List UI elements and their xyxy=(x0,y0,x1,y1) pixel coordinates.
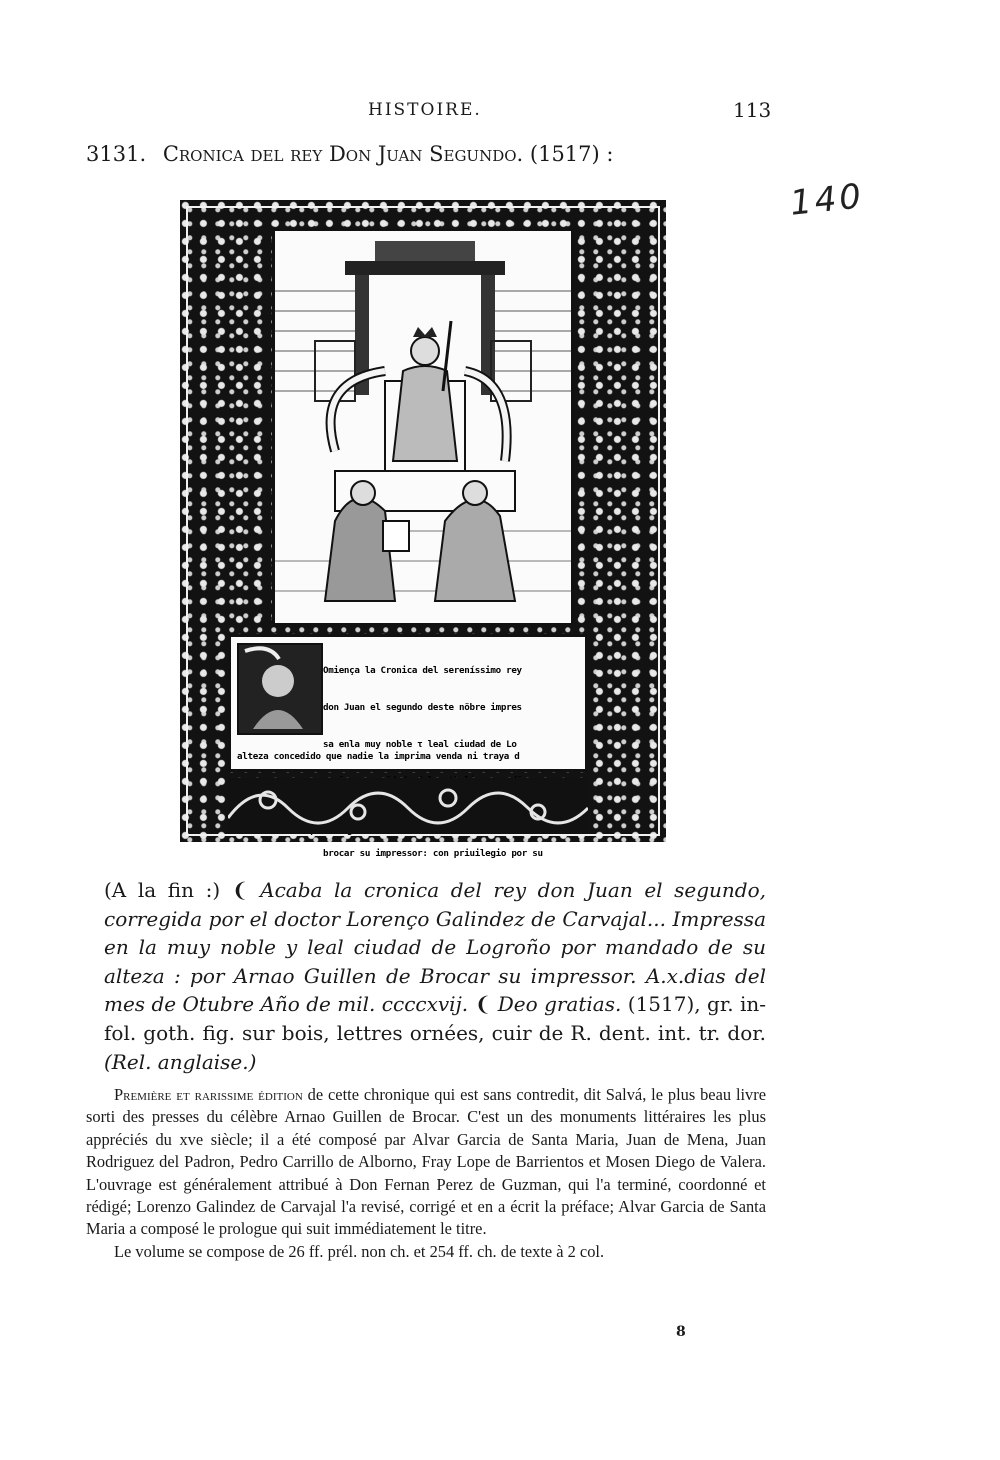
woodcut-text-panel xyxy=(228,634,588,860)
colophon-lead: (A la fin :) xyxy=(104,878,221,902)
entry-book-title: Cronica del rey Don Juan Segundo. xyxy=(162,142,524,166)
entry-date: (1517) : xyxy=(529,142,614,166)
colophon-physical-description: (1517), gr. in-fol. goth. fig. sur bois, lettres ornées, cuir de R. dent. int. tr. dor. xyxy=(104,992,767,1045)
entry-number: 3131. xyxy=(86,142,147,166)
note-text: de cette chronique qui est sans contredit, dit Salvá, le plus beau livre sorti des presses du célèbre Arnao Guillen de Brocar. C'est un des monuments littéraires les plus appréciés du xve siècle; il a été composé par Alvar Garcia de Santa Maria, Juan de Mena, Juan Rodriguez del Padron, Pedro Carrillo de Alborno, Fray Lope de Barrientos et Mosen Diego de Valera. L'ouvrage est généralement attribué à Don Fernan Perez de Guzman, qui l'a terminé, coordonné et rédigé; Lorenzo Galindez de Carvajal l'a revisé, corrigé et en a écrit la préface; Alvar Garcia de Santa Maria a composé le prologue qui suit immédiatement le titre. xyxy=(86,1085,766,1239)
woodcut-illustration xyxy=(272,228,574,626)
signature-mark: 8 xyxy=(676,1324,686,1340)
running-head: HISTOIRE. xyxy=(368,100,482,120)
page-header xyxy=(0,96,1000,126)
gothic-line: alteza concedido que nadie la imprima venda ni traya d xyxy=(237,751,520,763)
pilcrow-mark: ❨ xyxy=(231,878,249,902)
collation-paragraph: Le volume se compose de 26 ff. prél. non ch. et 254 ff. ch. de texte à 2 col. xyxy=(114,1241,605,1261)
gothic-line: sa enla muy noble τ leal ciudad de Lo xyxy=(323,738,517,750)
entry-title xyxy=(86,142,613,166)
gothic-line: don Juan el segundo deste nõbre impres xyxy=(323,702,522,714)
foliage-band xyxy=(228,778,588,834)
gothic-line: Omiença la Cronica del sereníssimo rey xyxy=(323,665,522,677)
pilcrow-mark: ❨ xyxy=(474,992,492,1017)
woodcut-title-page xyxy=(180,200,666,860)
gothic-line: brocar su impressor: con priuilegio por su xyxy=(323,848,543,860)
colophon-description xyxy=(104,876,766,1076)
portrait-initial-c xyxy=(237,643,323,735)
deo-gratias: Deo gratias. xyxy=(497,992,622,1017)
bibliographic-note xyxy=(86,1084,766,1263)
colophon-quote: Acaba la cronica del rey don Juan el segundo, corregida por el doctor Lorenço Galindez de Carvajal... Impressa en la muy noble y leal ciudad de Logroño por mandado de su alteza : por Arnao Guillen de Brocar su impressor. A.x.dias del mes de Otubre Año de mil. ccccxvij. xyxy=(104,878,767,1017)
binding-note: (Rel. anglaise.) xyxy=(104,1049,257,1074)
page-number: 113 xyxy=(733,98,772,122)
throne-scene-drawing xyxy=(275,231,571,623)
note-paragraph xyxy=(86,1084,766,1241)
note-lead: Première et rarissime édition xyxy=(114,1085,303,1104)
handwritten-margin-note: 140 xyxy=(788,176,866,224)
